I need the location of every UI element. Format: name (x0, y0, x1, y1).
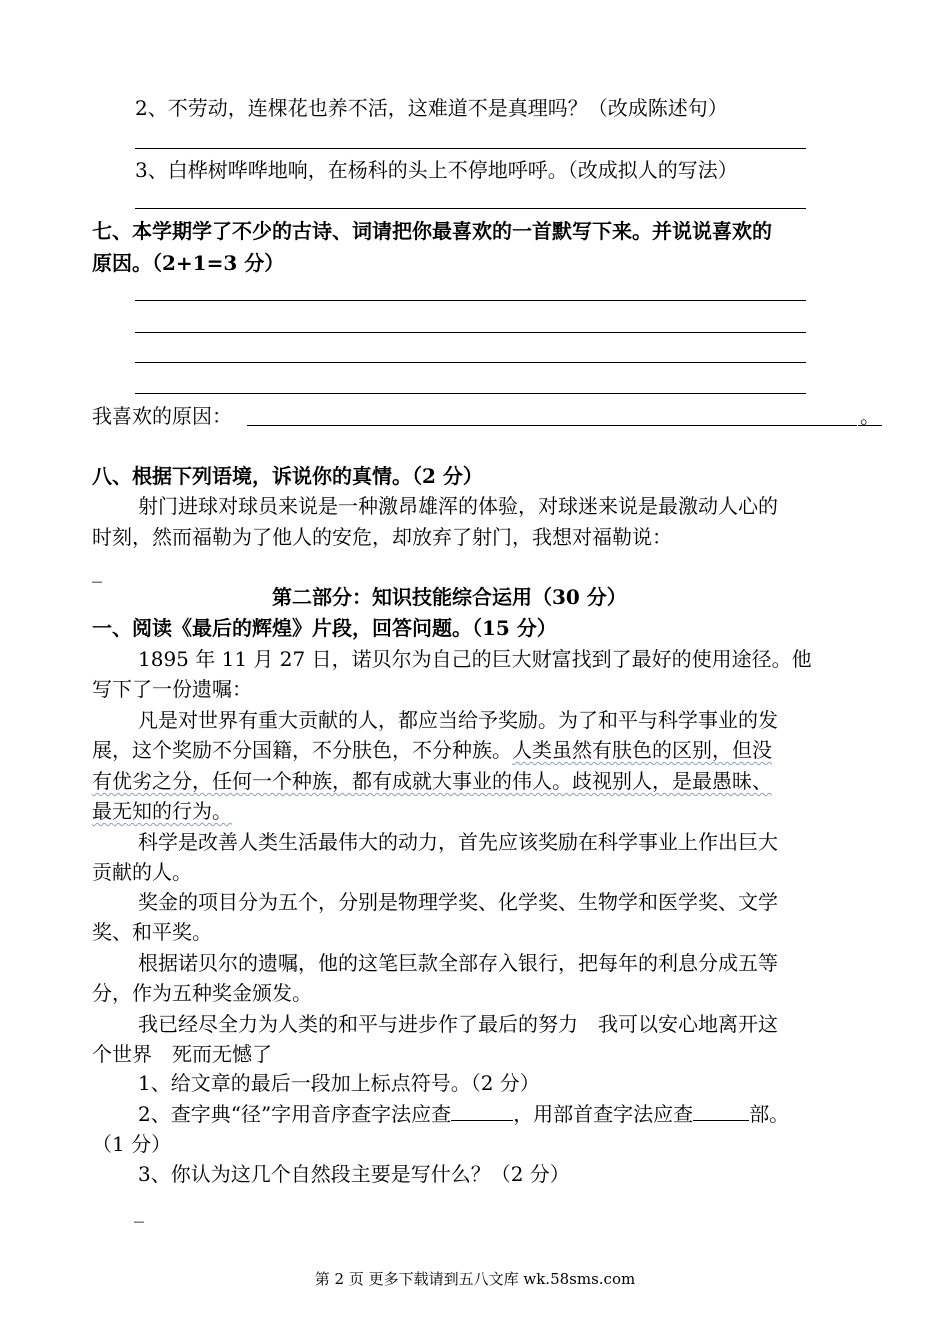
question-text: 部。 (749, 1102, 790, 1126)
reason-answer-line (247, 425, 857, 426)
part-2-heading: 第二部分：知识技能综合运用（30 分） (272, 585, 627, 609)
fill-blank[interactable] (693, 1102, 749, 1121)
poem-line-1 (135, 300, 806, 301)
passage-p3-line1: 科学是改善人类生活最伟大的动力，首先应该奖励在科学事业上作出巨大 (138, 830, 778, 854)
question-text: ，用部首查字法应查 (513, 1102, 694, 1126)
fill-blank[interactable] (451, 1102, 513, 1121)
question-text: 2、查字典“径”字用音序查字法应查 (138, 1102, 452, 1126)
question-3-personify: 3、白桦树哗哗地响，在杨科的头上不停地呼呼。（改成拟人的写法） (135, 158, 738, 182)
reason-end-mark: 。 (860, 404, 880, 428)
passage-p5-line2: 分，作为五种奖金颁发。 (92, 981, 312, 1005)
poem-line-3 (135, 362, 806, 363)
question-3-answer-mark: _ (134, 1199, 144, 1223)
reason-label: 我喜欢的原因： (92, 404, 232, 428)
reason-tail-line (858, 425, 882, 426)
passage-p2-line1: 凡是对世界有重大贡献的人，都应当给予奖励。为了和平与科学事业的发 (138, 708, 778, 732)
answer-line (135, 148, 806, 149)
passage-p2-line2 (92, 738, 772, 762)
passage-p2-line3: 有优劣之分，任何一个种族，都有成就大事业的伟人。歧视别人，是最愚昧、 (92, 769, 772, 793)
section-8-para-line1: 射门进球对球员来说是一种激昂雄浑的体验，对球迷来说是最激动人心的 (138, 494, 778, 518)
passage-text: 展，这个奖励不分国籍，不分肤色，不分种族。 (92, 738, 512, 762)
section-7-title-line1: 七、本学期学了不少的古诗、词请把你最喜欢的一首默写下来。并说说喜欢的 (92, 219, 772, 243)
passage-p3-line2: 贡献的人。 (92, 860, 192, 884)
passage-p4-line2: 奖、和平奖。 (92, 920, 212, 944)
passage-p6-line1: 我已经尽全力为人类的和平与进步作了最后的努力 我可以安心地离开这 (138, 1012, 778, 1036)
reading-question-1: 1、给文章的最后一段加上标点符号。（2 分） (138, 1071, 540, 1095)
passage-p2-line4: 最无知的行为。 (92, 799, 232, 823)
reading-question-3: 3、你认为这几个自然段主要是写什么？（2 分） (138, 1162, 570, 1186)
passage-p5-line1: 根据诺贝尔的遗嘱，他的这笔巨款全部存入银行，把每年的利息分成五等 (138, 951, 778, 975)
poem-line-2 (135, 332, 806, 333)
passage-p6-line2: 个世界 死而无憾了 (92, 1042, 272, 1066)
poem-line-4 (135, 393, 806, 394)
passage-p4-line1: 奖金的项目分为五个，分别是物理学奖、化学奖、生物学和医学奖、文学 (138, 890, 778, 914)
passage-p1-line2: 写下了一份遗嘱： (92, 677, 252, 701)
wavy-underlined-text: 人类虽然有肤色的区别，但没 (512, 738, 772, 762)
reading-question-2-score: （1 分） (92, 1132, 172, 1156)
passage-p1-line1: 1895 年 11 月 27 日，诺贝尔为自己的巨大财富找到了最好的使用途径。他 (138, 647, 812, 671)
section-8-title: 八、根据下列语境，诉说你的真情。（2 分） (92, 464, 483, 488)
reading-title: 一、阅读《最后的辉煌》片段，回答问题。（15 分） (92, 616, 557, 640)
section-8-answer-mark: _ (92, 559, 102, 583)
question-2-rewrite: 2、不劳动，连棵花也养不活，这难道不是真理吗？（改成陈述句） (135, 96, 728, 120)
section-7-title-line2: 原因。（2+1=3 分） (92, 251, 285, 275)
answer-line (135, 208, 806, 209)
section-8-para-line2: 时刻，然而福勒为了他人的安危，却放弃了射门，我想对福勒说： (92, 525, 672, 549)
reading-question-2 (138, 1102, 789, 1126)
page-footer: 第 2 页 更多下载请到五八文库 wk.58sms.com (314, 1270, 636, 1288)
